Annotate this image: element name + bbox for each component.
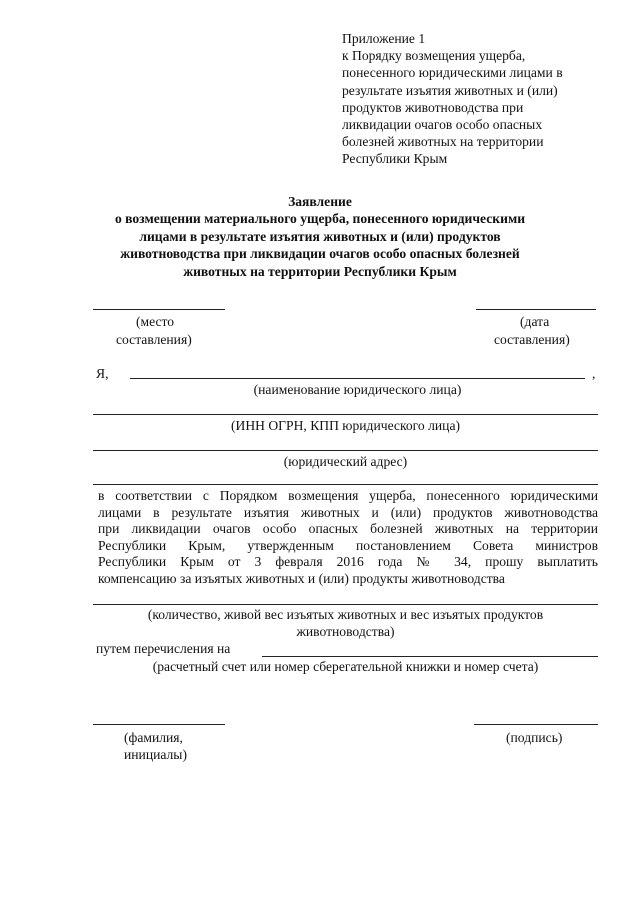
i-comma: , (592, 366, 596, 381)
quantity-caption-2: животноводства) (296, 624, 395, 639)
title-line: о возмещении материального ущерба, понесенного юридическими (114, 211, 526, 227)
appendix-line: к Порядку возмещения ущерба, (342, 48, 526, 64)
inn-caption: (ИНН ОГРН, КПП юридического лица) (230, 418, 461, 433)
signature-field-line[interactable] (474, 724, 598, 725)
date-caption-2: составления) (494, 332, 570, 347)
quantity-line[interactable] (93, 604, 598, 605)
body-line: компенсацию за изъятых животных и (или) продукты животноводства (98, 570, 505, 586)
document-title (80, 193, 560, 280)
address-line-2[interactable] (93, 484, 598, 485)
appendix-line: ликвидации очагов особо опасных (342, 117, 543, 133)
title-line: животноводства при ликвидации очагов особо опасных болезней (120, 246, 520, 262)
account-line[interactable] (262, 656, 598, 657)
appendix-note (342, 30, 602, 168)
name-caption-1: (фамилия, (124, 730, 183, 745)
body-line: в соответствии с Порядком возмещения ущерба, понесенного юридическими (98, 488, 598, 503)
appendix-line: понесенного юридическими лицами в (342, 65, 563, 81)
transfer-prefix: путем перечисления на (96, 641, 231, 656)
inn-line[interactable] (93, 414, 598, 415)
body-line: Республики Крым, утвержденным постановлением Совета министров (98, 537, 598, 553)
title-line: лицами в результате изъятия животных и (или) продуктов (139, 228, 501, 244)
appendix-line: результате изъятия животных и (или) (342, 82, 558, 98)
i-prefix: Я, (96, 366, 109, 381)
appendix-line: продуктов животноводства при (342, 99, 524, 115)
legal-name-caption: (наименование юридического лица) (253, 382, 462, 397)
date-caption-1: (дата (520, 314, 550, 329)
body-line: Республики Крым от 3 февраля 2016 года № 34, прошу выплатить (98, 554, 598, 570)
address-caption: (юридический адрес) (283, 454, 408, 469)
appendix-line: болезней животных на территории (342, 134, 544, 150)
place-caption-1: (место (136, 314, 175, 329)
body-line: при ликвидации очагов особо опасных болезней животных на территории (98, 521, 598, 537)
date-field-line[interactable] (476, 309, 596, 310)
quantity-caption-1: (количество, живой вес изъятых животных и вес изъятых продуктов (147, 607, 544, 622)
account-caption: (расчетный счет или номер сберегательной книжки и номер счета) (152, 659, 539, 674)
title-line: животных на территории Республики Крым (183, 263, 457, 279)
body-line: лицами в результате изъятия животных и (или) продуктов животноводства (98, 504, 598, 520)
appendix-line: Республики Крым (342, 151, 448, 167)
name-field-line[interactable] (93, 724, 225, 725)
place-field-line[interactable] (93, 309, 225, 310)
address-line[interactable] (93, 450, 598, 451)
name-caption-2: инициалы) (124, 747, 187, 762)
appendix-line: Приложение 1 (342, 31, 426, 46)
body-paragraph (98, 488, 598, 588)
place-caption-2: составления) (116, 332, 192, 347)
legal-name-line[interactable] (130, 378, 585, 379)
signature-caption: (подпись) (506, 730, 563, 745)
title-heading: Заявление (288, 194, 352, 209)
